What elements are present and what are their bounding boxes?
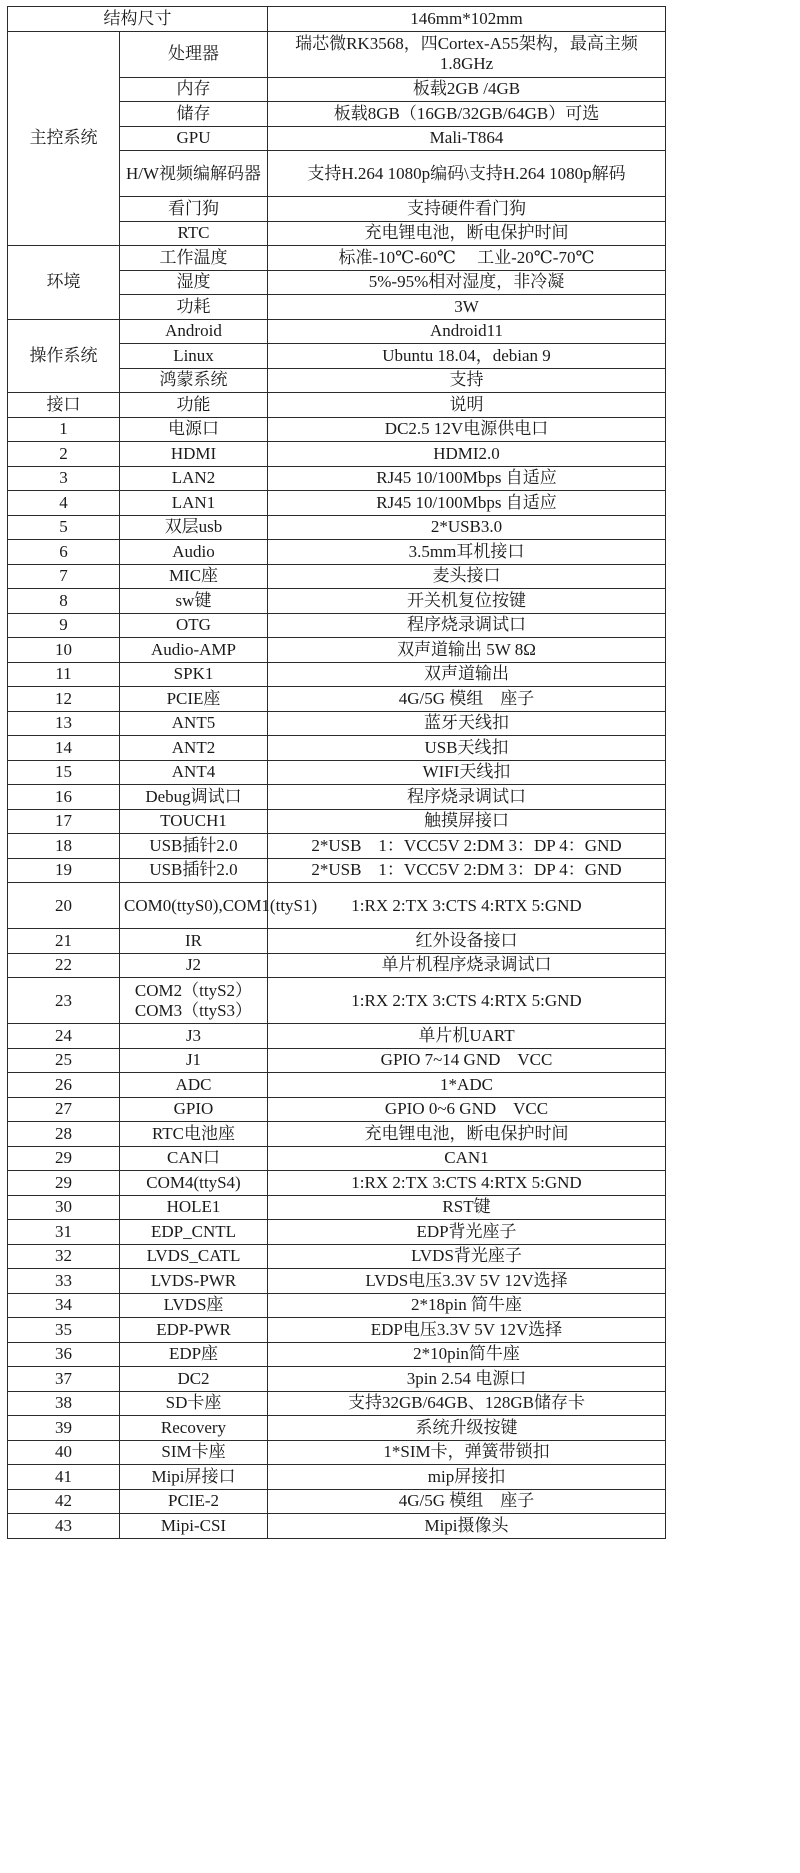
interface-number: 37 — [8, 1367, 120, 1392]
interface-number: 27 — [8, 1097, 120, 1122]
interface-row — [8, 1440, 666, 1465]
interface-description: GPIO 7~14 GND VCC — [268, 1048, 666, 1073]
interface-name: sw键 — [120, 589, 268, 614]
interface-number: 40 — [8, 1440, 120, 1465]
interface-row — [8, 1220, 666, 1245]
interface-row — [8, 1514, 666, 1539]
main-control-group-label: 主控系统 — [8, 31, 120, 246]
interface-name: GPIO — [120, 1097, 268, 1122]
interface-description: 4G/5G 模组 座子 — [268, 1489, 666, 1514]
interface-description: 红外设备接口 — [268, 929, 666, 954]
interface-row — [8, 929, 666, 954]
interface-description: LVDS电压3.3V 5V 12V选择 — [268, 1269, 666, 1294]
interface-number: 36 — [8, 1342, 120, 1367]
interface-row — [8, 1367, 666, 1392]
interface-name: J1 — [120, 1048, 268, 1073]
interface-name: Mipi屏接口 — [120, 1465, 268, 1490]
interface-number: 29 — [8, 1171, 120, 1196]
interface-name: Recovery — [120, 1416, 268, 1441]
interface-row — [8, 1416, 666, 1441]
interface-description: 开关机复位按键 — [268, 589, 666, 614]
main-control-value: 板载8GB（16GB/32GB/64GB）可选 — [268, 102, 666, 127]
os-feature: Android — [120, 319, 268, 344]
interface-row — [8, 1171, 666, 1196]
interface-description: Mipi摄像头 — [268, 1514, 666, 1539]
interface-description: 2*10pin简牛座 — [268, 1342, 666, 1367]
interface-name: MIC座 — [120, 564, 268, 589]
main-control-value: 瑞芯微RK3568，四Cortex-A55架构，最高主频1.8GHz — [268, 31, 666, 77]
interface-row — [8, 540, 666, 565]
interface-name: RTC电池座 — [120, 1122, 268, 1147]
interface-description: 蓝牙天线扣 — [268, 711, 666, 736]
interface-number: 16 — [8, 785, 120, 810]
interface-row — [8, 687, 666, 712]
interface-number: 25 — [8, 1048, 120, 1073]
interface-row — [8, 1391, 666, 1416]
os-row — [8, 319, 666, 344]
interface-name: TOUCH1 — [120, 809, 268, 834]
interface-row — [8, 809, 666, 834]
interface-number: 35 — [8, 1318, 120, 1343]
interface-number: 42 — [8, 1489, 120, 1514]
interface-row — [8, 1244, 666, 1269]
spec-sheet — [7, 6, 665, 1539]
interface-name: Debug调试口 — [120, 785, 268, 810]
interface-name: ANT2 — [120, 736, 268, 761]
interface-row — [8, 1465, 666, 1490]
interface-name: PCIE-2 — [120, 1489, 268, 1514]
interface-name: LVDS座 — [120, 1293, 268, 1318]
environment-group-label: 环境 — [8, 246, 120, 320]
interface-name: EDP座 — [120, 1342, 268, 1367]
interface-row — [8, 1024, 666, 1049]
interface-description: 3pin 2.54 电源口 — [268, 1367, 666, 1392]
interface-description: RST键 — [268, 1195, 666, 1220]
interface-description: EDP电压3.3V 5V 12V选择 — [268, 1318, 666, 1343]
interface-description: HDMI2.0 — [268, 442, 666, 467]
interface-number: 23 — [8, 978, 120, 1024]
interface-name: DC2 — [120, 1367, 268, 1392]
interface-row — [8, 1122, 666, 1147]
environment-feature: 湿度 — [120, 270, 268, 295]
interface-name: COM4(ttyS4) — [120, 1171, 268, 1196]
main-control-row — [8, 31, 666, 77]
interface-number: 11 — [8, 662, 120, 687]
interface-number: 33 — [8, 1269, 120, 1294]
interface-description: 单片机UART — [268, 1024, 666, 1049]
interface-name: Audio — [120, 540, 268, 565]
interface-description: 2*USB 1：VCC5V 2:DM 3：DP 4：GND — [268, 834, 666, 859]
interface-description: USB天线扣 — [268, 736, 666, 761]
interface-name: Mipi-CSI — [120, 1514, 268, 1539]
interface-description: WIFI天线扣 — [268, 760, 666, 785]
interface-description: RJ45 10/100Mbps 自适应 — [268, 466, 666, 491]
interface-number: 9 — [8, 613, 120, 638]
interface-row — [8, 953, 666, 978]
interface-description: RJ45 10/100Mbps 自适应 — [268, 491, 666, 516]
size-row — [8, 7, 666, 32]
interface-description: 2*USB 1：VCC5V 2:DM 3：DP 4：GND — [268, 858, 666, 883]
main-control-value: 充电锂电池，断电保护时间 — [268, 221, 666, 246]
interface-number: 7 — [8, 564, 120, 589]
interface-row — [8, 1146, 666, 1171]
interface-description: 系统升级按键 — [268, 1416, 666, 1441]
interface-number: 3 — [8, 466, 120, 491]
interface-name: OTG — [120, 613, 268, 638]
interface-description: GPIO 0~6 GND VCC — [268, 1097, 666, 1122]
interface-description: LVDS背光座子 — [268, 1244, 666, 1269]
interface-number: 31 — [8, 1220, 120, 1245]
main-control-value: 板载2GB /4GB — [268, 77, 666, 102]
interface-description: 双声道输出 5W 8Ω — [268, 638, 666, 663]
interface-name: PCIE座 — [120, 687, 268, 712]
environment-feature: 功耗 — [120, 295, 268, 320]
interface-number: 28 — [8, 1122, 120, 1147]
interface-description: CAN1 — [268, 1146, 666, 1171]
interface-name: COM2（ttyS2）COM3（ttyS3） — [120, 978, 268, 1024]
interface-description: 充电锂电池，断电保护时间 — [268, 1122, 666, 1147]
main-control-feature: RTC — [120, 221, 268, 246]
interface-number: 10 — [8, 638, 120, 663]
interface-number: 1 — [8, 417, 120, 442]
spec-table-body — [8, 7, 666, 1539]
interface-row — [8, 736, 666, 761]
interface-row — [8, 1342, 666, 1367]
interface-row — [8, 1318, 666, 1343]
interface-name: EDP_CNTL — [120, 1220, 268, 1245]
main-control-feature: 处理器 — [120, 31, 268, 77]
interface-row — [8, 760, 666, 785]
interface-row — [8, 564, 666, 589]
interface-description: 3.5mm耳机接口 — [268, 540, 666, 565]
interface-name: CAN口 — [120, 1146, 268, 1171]
interface-description: EDP背光座子 — [268, 1220, 666, 1245]
interface-description: 程序烧录调试口 — [268, 613, 666, 638]
interface-number: 19 — [8, 858, 120, 883]
interface-description: 2*USB3.0 — [268, 515, 666, 540]
environment-row — [8, 246, 666, 271]
interface-name: HDMI — [120, 442, 268, 467]
os-feature: Linux — [120, 344, 268, 369]
interface-number: 34 — [8, 1293, 120, 1318]
interface-row — [8, 711, 666, 736]
interface-name: COM0(ttyS0),COM1(ttyS1) — [120, 883, 268, 929]
interface-header-row — [8, 393, 666, 418]
interface-number: 2 — [8, 442, 120, 467]
interface-name: LVDS_CATL — [120, 1244, 268, 1269]
interface-description: 支持32GB/64GB、128GB储存卡 — [268, 1391, 666, 1416]
interface-row — [8, 1269, 666, 1294]
interface-name: SPK1 — [120, 662, 268, 687]
interface-row — [8, 1097, 666, 1122]
interface-row — [8, 638, 666, 663]
interface-name: J3 — [120, 1024, 268, 1049]
interface-number: 30 — [8, 1195, 120, 1220]
os-value: Ubuntu 18.04，debian 9 — [268, 344, 666, 369]
main-control-value: 支持H.264 1080p编码\支持H.264 1080p解码 — [268, 151, 666, 197]
interface-number: 12 — [8, 687, 120, 712]
interface-description: 4G/5G 模组 座子 — [268, 687, 666, 712]
interface-row — [8, 1195, 666, 1220]
interface-row — [8, 442, 666, 467]
interface-number: 14 — [8, 736, 120, 761]
interface-name: EDP-PWR — [120, 1318, 268, 1343]
interface-number: 5 — [8, 515, 120, 540]
interface-description: 2*18pin 简牛座 — [268, 1293, 666, 1318]
interface-row — [8, 1489, 666, 1514]
main-control-feature: GPU — [120, 126, 268, 151]
environment-value: 3W — [268, 295, 666, 320]
interface-number: 38 — [8, 1391, 120, 1416]
interface-name: ADC — [120, 1073, 268, 1098]
interface-number: 15 — [8, 760, 120, 785]
interface-number: 20 — [8, 883, 120, 929]
interface-row — [8, 515, 666, 540]
interface-row — [8, 1073, 666, 1098]
interface-row — [8, 834, 666, 859]
interface-number: 39 — [8, 1416, 120, 1441]
size-value: 146mm*102mm — [268, 7, 666, 32]
interface-name: LAN1 — [120, 491, 268, 516]
os-feature: 鸿蒙系统 — [120, 368, 268, 393]
environment-feature: 工作温度 — [120, 246, 268, 271]
interface-description: DC2.5 12V电源供电口 — [268, 417, 666, 442]
interface-header-description: 说明 — [268, 393, 666, 418]
interface-description: 程序烧录调试口 — [268, 785, 666, 810]
interface-name: LVDS-PWR — [120, 1269, 268, 1294]
interface-row — [8, 858, 666, 883]
interface-number: 24 — [8, 1024, 120, 1049]
interface-description: 双声道输出 — [268, 662, 666, 687]
interface-description: 1:RX 2:TX 3:CTS 4:RTX 5:GND — [268, 883, 666, 929]
interface-number: 29 — [8, 1146, 120, 1171]
os-group-label: 操作系统 — [8, 319, 120, 393]
environment-value: 5%-95%相对湿度，非冷凝 — [268, 270, 666, 295]
interface-header-no: 接口 — [8, 393, 120, 418]
interface-number: 18 — [8, 834, 120, 859]
interface-number: 26 — [8, 1073, 120, 1098]
interface-name: Audio-AMP — [120, 638, 268, 663]
interface-name: ANT4 — [120, 760, 268, 785]
interface-number: 4 — [8, 491, 120, 516]
interface-description: mip屏接扣 — [268, 1465, 666, 1490]
interface-number: 17 — [8, 809, 120, 834]
interface-row — [8, 1048, 666, 1073]
main-control-feature: 看门狗 — [120, 197, 268, 222]
main-control-value: Mali-T864 — [268, 126, 666, 151]
interface-number: 8 — [8, 589, 120, 614]
interface-description: 触摸屏接口 — [268, 809, 666, 834]
os-value: 支持 — [268, 368, 666, 393]
interface-name: J2 — [120, 953, 268, 978]
interface-row — [8, 589, 666, 614]
interface-name: LAN2 — [120, 466, 268, 491]
interface-name: USB插针2.0 — [120, 858, 268, 883]
interface-number: 41 — [8, 1465, 120, 1490]
interface-description: 1*SIM卡，弹簧带锁扣 — [268, 1440, 666, 1465]
interface-row — [8, 978, 666, 1024]
size-label: 结构尺寸 — [8, 7, 268, 32]
interface-name: SIM卡座 — [120, 1440, 268, 1465]
interface-name: 双层usb — [120, 515, 268, 540]
main-control-feature: 内存 — [120, 77, 268, 102]
interface-row — [8, 883, 666, 929]
interface-description: 单片机程序烧录调试口 — [268, 953, 666, 978]
interface-description: 1:RX 2:TX 3:CTS 4:RTX 5:GND — [268, 1171, 666, 1196]
interface-name: USB插针2.0 — [120, 834, 268, 859]
interface-number: 21 — [8, 929, 120, 954]
interface-number: 6 — [8, 540, 120, 565]
interface-row — [8, 417, 666, 442]
interface-number: 22 — [8, 953, 120, 978]
main-control-feature: H/W视频编解码器 — [120, 151, 268, 197]
interface-row — [8, 1293, 666, 1318]
interface-number: 13 — [8, 711, 120, 736]
environment-value: 标准-10℃-60℃ 工业-20℃-70℃ — [268, 246, 666, 271]
main-control-feature: 储存 — [120, 102, 268, 127]
interface-description: 1:RX 2:TX 3:CTS 4:RTX 5:GND — [268, 978, 666, 1024]
interface-number: 32 — [8, 1244, 120, 1269]
interface-name: SD卡座 — [120, 1391, 268, 1416]
spec-table — [7, 6, 666, 1539]
main-control-value: 支持硬件看门狗 — [268, 197, 666, 222]
os-value: Android11 — [268, 319, 666, 344]
interface-header-function: 功能 — [120, 393, 268, 418]
interface-name: IR — [120, 929, 268, 954]
interface-number: 43 — [8, 1514, 120, 1539]
interface-row — [8, 491, 666, 516]
interface-name: 电源口 — [120, 417, 268, 442]
interface-row — [8, 662, 666, 687]
interface-description: 麦头接口 — [268, 564, 666, 589]
interface-name: ANT5 — [120, 711, 268, 736]
interface-name: HOLE1 — [120, 1195, 268, 1220]
interface-description: 1*ADC — [268, 1073, 666, 1098]
interface-row — [8, 613, 666, 638]
interface-row — [8, 785, 666, 810]
interface-row — [8, 466, 666, 491]
